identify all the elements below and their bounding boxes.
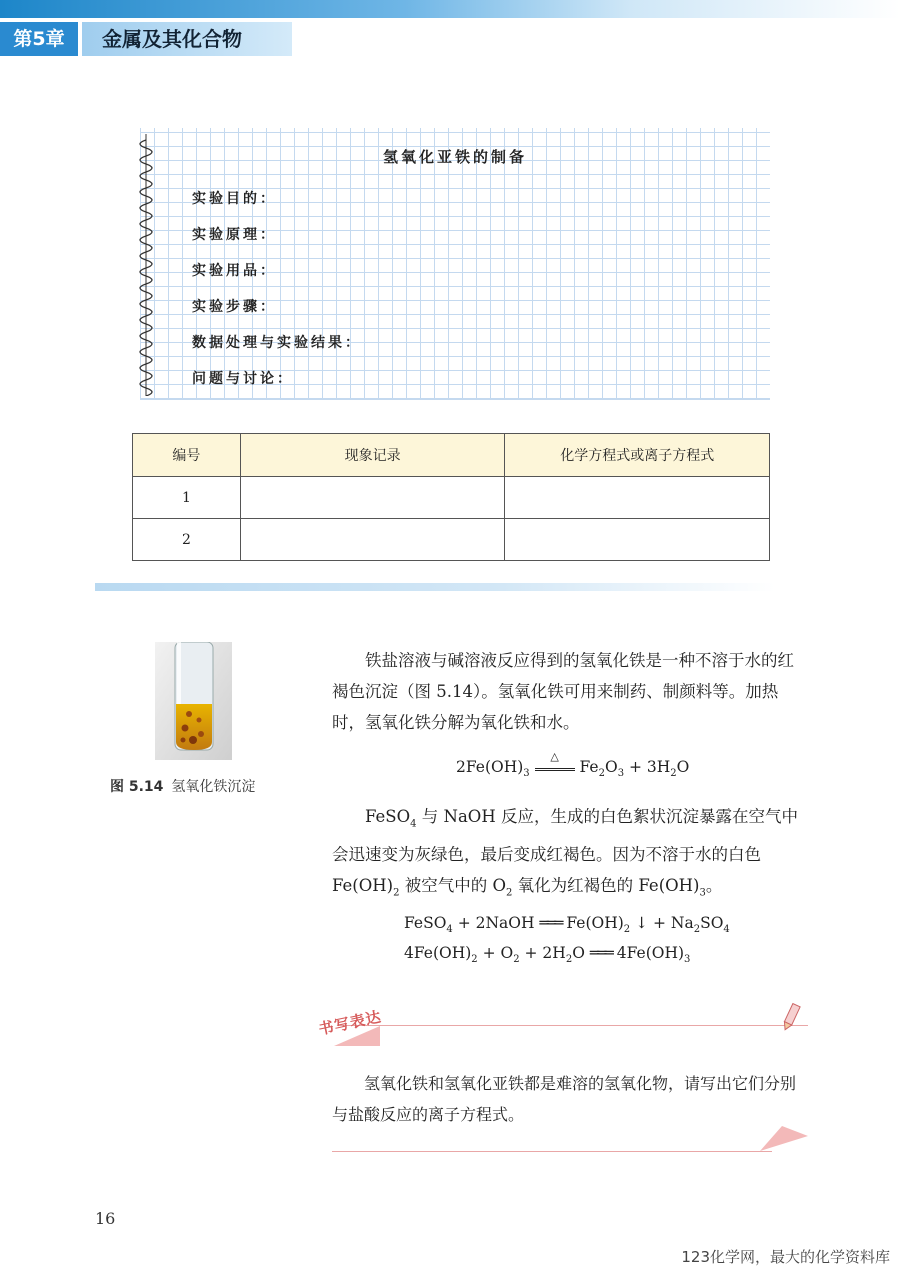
chapter-label: 第5章 (0, 22, 78, 56)
writing-box-top-line (338, 1025, 808, 1026)
table-cell (240, 477, 505, 519)
table-header: 化学方程式或离子方程式 (505, 434, 770, 477)
figure-caption (110, 776, 255, 796)
table-cell: 2 (133, 519, 241, 561)
arrow-ribbon-icon (760, 1126, 808, 1154)
para2-part1: FeSO (365, 807, 411, 826)
experiment-notebook (140, 128, 770, 400)
page-number: 16 (95, 1209, 116, 1228)
para2-part3: 被空气中的 O (399, 876, 507, 896)
test-tube-icon (155, 642, 232, 760)
table-row (133, 477, 770, 519)
equation-oxidation: $4Fe(OH)_2 + O_2 + 2H_2O$ ═══ $4Fe(OH)_3$ (404, 944, 691, 966)
figure-caption-text: 氢氧化铁沉淀 (171, 779, 256, 795)
equation-precipitation: FeSO$_4$ + 2NaOH ═══ $Fe(OH)_2$ ↓ + $Na_2SO_4$ (404, 914, 730, 936)
writing-prompt: 氢氧化铁和氢氧化亚铁都是难溶的氢氧化物，请写出它们分别与盐酸反应的离子方程式。 (332, 1074, 797, 1124)
notebook-line-principle: 实验原理： (192, 227, 277, 243)
paragraph-ferrous-hydroxide: FeSO$_4$ 与 NaOH 反应，生成的白色絮状沉淀暴露在空气中会迅速变为灰绿色，最后变成红褐色。因为不溶于水的白色 $Fe(OH)_2$ 被空气中的 $O_2$ 氧化为红褐色的 $Fe(OH)_3$。 (332, 807, 798, 899)
notebook-line-purpose: 实验目的： (192, 191, 277, 207)
pencil-icon (780, 1002, 802, 1032)
spiral-binding-icon (132, 134, 160, 396)
chapter-title: 金属及其化合物 (82, 22, 292, 56)
notebook-title: 氢氧化亚铁的制备 (382, 148, 527, 166)
section-divider (95, 583, 775, 591)
heat-condition: △ (550, 749, 559, 763)
writing-badge: 书写表达 (316, 1007, 384, 1039)
para2-part5: 。 (705, 876, 723, 896)
footer-watermark: 123化学网，最大的化学资料库 (681, 1248, 890, 1266)
figure-test-tube-image (155, 642, 232, 760)
writing-box-bottom-line (332, 1151, 772, 1152)
table-row (133, 519, 770, 561)
table-cell: 1 (133, 477, 241, 519)
para2-part4: 氧化为红褐色的 Fe(OH) (512, 876, 700, 896)
paragraph-ferric-hydroxide: 铁盐溶液与碱溶液反应得到的氢氧化铁是一种不溶于水的红褐色沉淀（图 5.14）。氢氧化铁可用来制药、制颜料等。加热时，氢氧化铁分解为氧化铁和水。 (332, 651, 794, 732)
notebook-line-results: 数据处理与实验结果： (192, 335, 362, 351)
table-header-row (133, 434, 770, 477)
table-cell (505, 519, 770, 561)
table-cell (505, 477, 770, 519)
para2-part2: 与 NaOH 反应，生成的白色絮状沉淀暴露在空气中会迅速变为灰绿色，最后变成红褐色。因为不溶于水的白色 Fe(OH) (332, 807, 798, 896)
table-header: 编号 (133, 434, 241, 477)
record-table (132, 433, 770, 561)
table-cell (240, 519, 505, 561)
header-strip (0, 0, 900, 18)
table-header: 现象记录 (240, 434, 505, 477)
equation-decomposition: $2Fe(OH)_3$ △ $Fe_2O_3 + 3H_2O$ (456, 749, 690, 780)
notebook-line-discussion: 问题与讨论： (192, 371, 294, 387)
notebook-line-materials: 实验用品： (192, 263, 277, 279)
figure-number: 图 5.14 (110, 779, 164, 795)
notebook-line-steps: 实验步骤： (192, 299, 277, 315)
